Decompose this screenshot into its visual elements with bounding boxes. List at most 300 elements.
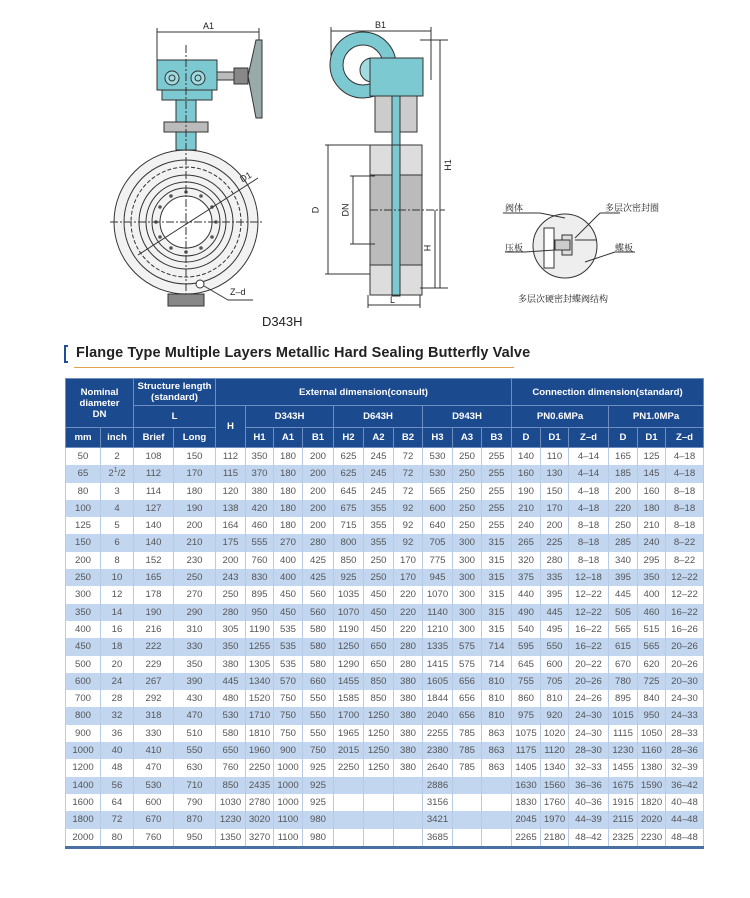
- table-cell: 145: [638, 465, 666, 482]
- table-cell: 125: [66, 517, 101, 534]
- table-cell: [453, 829, 482, 848]
- detail-label-disc: 蝶板: [615, 243, 634, 253]
- table-cell: 350: [174, 656, 216, 673]
- table-cell: 450: [364, 586, 394, 603]
- section-title: [64, 343, 704, 367]
- table-cell: 630: [174, 759, 216, 776]
- table-cell: 12–22: [666, 569, 704, 586]
- table-cell: 400: [66, 621, 101, 638]
- table-cell: 24–30: [666, 690, 704, 707]
- table-cell: 3156: [423, 794, 453, 811]
- table-cell: 600: [541, 656, 569, 673]
- table-cell: 292: [134, 690, 174, 707]
- table-cell: 2250: [246, 759, 274, 776]
- table-cell: 180: [174, 483, 216, 500]
- table-cell: 1605: [423, 673, 453, 690]
- table-cell: 400: [638, 586, 666, 603]
- table-cell: 705: [541, 673, 569, 690]
- table-cell: 72: [394, 465, 423, 482]
- col-header: Z–d: [569, 428, 609, 448]
- col-header: D1: [541, 428, 569, 448]
- table-cell: 1760: [541, 794, 569, 811]
- table-cell: 750: [274, 690, 303, 707]
- table-cell: 8–18: [569, 552, 609, 569]
- table-cell: 280: [394, 656, 423, 673]
- table-cell: 656: [453, 673, 482, 690]
- table-row: [66, 742, 704, 759]
- table-cell: 350: [638, 569, 666, 586]
- table-cell: 1630: [512, 777, 541, 794]
- table-cell: [453, 811, 482, 828]
- table-cell: 12–22: [569, 604, 609, 621]
- table-cell: 430: [174, 690, 216, 707]
- table-cell: 2: [101, 448, 134, 466]
- table-cell: 460: [246, 517, 274, 534]
- table-cell: 1000: [274, 759, 303, 776]
- table-cell: 1030: [216, 794, 246, 811]
- dim-label-dn: DN: [340, 203, 351, 217]
- table-cell: 2380: [423, 742, 453, 759]
- table-cell: 410: [134, 742, 174, 759]
- table-cell: 48–42: [569, 829, 609, 848]
- table-cell: 1250: [364, 725, 394, 742]
- table-cell: 56: [101, 777, 134, 794]
- col-header: B3: [482, 428, 512, 448]
- table-cell: 16–22: [666, 604, 704, 621]
- table-cell: 2255: [423, 725, 453, 742]
- table-cell: 900: [274, 742, 303, 759]
- table-cell: 16–22: [569, 621, 609, 638]
- table-cell: 460: [638, 604, 666, 621]
- table-cell: 280: [394, 638, 423, 655]
- table-cell: 760: [246, 552, 274, 569]
- table-cell: 750: [274, 707, 303, 724]
- table-cell: 280: [541, 552, 569, 569]
- table-cell: 5: [101, 517, 134, 534]
- table-cell: 830: [246, 569, 274, 586]
- table-cell: 505: [609, 604, 638, 621]
- table-cell: 12: [101, 586, 134, 603]
- table-cell: 200: [303, 465, 334, 482]
- table-cell: 150: [66, 534, 101, 551]
- table-cell: 220: [609, 500, 638, 517]
- table-row: [66, 604, 704, 621]
- table-cell: 780: [609, 673, 638, 690]
- table-cell: [394, 777, 423, 794]
- table-cell: 450: [66, 638, 101, 655]
- col-header: D1: [638, 428, 666, 448]
- table-cell: 300: [453, 552, 482, 569]
- table-cell: 600: [134, 794, 174, 811]
- table-cell: 650: [364, 638, 394, 655]
- table-cell: 115: [216, 465, 246, 482]
- table-cell: 380: [394, 690, 423, 707]
- table-cell: 1070: [334, 604, 364, 621]
- table-cell: 925: [334, 569, 364, 586]
- table-cell: 280: [303, 534, 334, 551]
- table-row: [66, 829, 704, 848]
- table-row: [66, 534, 704, 551]
- table-cell: 390: [174, 673, 216, 690]
- col-header: H3: [423, 428, 453, 448]
- table-cell: 2780: [246, 794, 274, 811]
- table-cell: 24–30: [569, 707, 609, 724]
- table-cell: 490: [512, 604, 541, 621]
- table-cell: 660: [303, 673, 334, 690]
- table-cell: 925: [303, 794, 334, 811]
- header-structure-l1: Structure length: [137, 381, 212, 392]
- table-cell: 40–36: [569, 794, 609, 811]
- header-structure-l2: (standard): [151, 392, 198, 403]
- table-cell: 375: [512, 569, 541, 586]
- col-header: Long: [174, 428, 216, 448]
- table-cell: 625: [334, 448, 364, 466]
- detail-label-pressure-plate: 压板: [505, 243, 524, 253]
- table-cell: 72: [101, 811, 134, 828]
- table-cell: 1175: [512, 742, 541, 759]
- table-cell: 4–18: [666, 448, 704, 466]
- table-cell: 6: [101, 534, 134, 551]
- table-cell: 535: [274, 656, 303, 673]
- table-cell: 250: [174, 569, 216, 586]
- table-row: [66, 448, 704, 466]
- table-cell: 975: [512, 707, 541, 724]
- table-cell: 445: [609, 586, 638, 603]
- table-cell: 470: [134, 759, 174, 776]
- table-cell: 36–42: [666, 777, 704, 794]
- table-cell: 715: [334, 517, 364, 534]
- table-cell: 175: [216, 534, 246, 551]
- table-cell: 160: [638, 483, 666, 500]
- table-cell: 152: [134, 552, 174, 569]
- table-cell: 785: [453, 759, 482, 776]
- table-cell: 1250: [334, 638, 364, 655]
- table-cell: 8–22: [666, 534, 704, 551]
- table-cell: 1830: [512, 794, 541, 811]
- table-cell: 170: [394, 569, 423, 586]
- table-cell: 550: [303, 690, 334, 707]
- table-cell: 20–26: [666, 656, 704, 673]
- table-cell: 650: [364, 656, 394, 673]
- table-cell: 1230: [216, 811, 246, 828]
- table-cell: 2325: [609, 829, 638, 848]
- table-cell: 1035: [334, 586, 364, 603]
- table-cell: 575: [453, 638, 482, 655]
- table-cell: 92: [394, 534, 423, 551]
- table-cell: 160: [512, 465, 541, 482]
- table-cell: 270: [274, 534, 303, 551]
- table-cell: 790: [174, 794, 216, 811]
- table-cell: 1305: [246, 656, 274, 673]
- table-cell: 850: [364, 673, 394, 690]
- table-cell: 8–18: [569, 517, 609, 534]
- spec-table: [65, 378, 704, 849]
- table-cell: 127: [134, 500, 174, 517]
- table-cell: 20–26: [569, 673, 609, 690]
- table-cell: 108: [134, 448, 174, 466]
- table-cell: 2265: [512, 829, 541, 848]
- table-cell: 4–18: [569, 483, 609, 500]
- table-cell: 863: [482, 725, 512, 742]
- table-cell: 330: [134, 725, 174, 742]
- table-cell: 380: [394, 725, 423, 742]
- table-cell: 565: [609, 621, 638, 638]
- table-row: [66, 483, 704, 500]
- table-cell: 315: [482, 569, 512, 586]
- table-cell: 925: [303, 777, 334, 794]
- table-row: [66, 465, 704, 482]
- table-cell: 1800: [66, 811, 101, 828]
- table-cell: 675: [334, 500, 364, 517]
- table-cell: 8–18: [569, 534, 609, 551]
- table-cell: 535: [274, 638, 303, 655]
- table-cell: 20–26: [666, 638, 704, 655]
- table-cell: 710: [174, 777, 216, 794]
- table-cell: 1015: [609, 707, 638, 724]
- table-cell: 1590: [638, 777, 666, 794]
- table-cell: 120: [216, 483, 246, 500]
- table-cell: 4–14: [569, 448, 609, 466]
- table-cell: 640: [423, 517, 453, 534]
- table-cell: 65: [66, 465, 101, 482]
- table-cell: 950: [246, 604, 274, 621]
- table-cell: 28–33: [666, 725, 704, 742]
- table-cell: 320: [512, 552, 541, 569]
- col-header: mm: [66, 428, 101, 448]
- table-cell: 1140: [423, 604, 453, 621]
- table-cell: 180: [274, 448, 303, 466]
- table-cell: 925: [303, 759, 334, 776]
- table-cell: 40: [101, 742, 134, 759]
- table-cell: 550: [303, 725, 334, 742]
- table-cell: [394, 829, 423, 848]
- table-cell: 36–36: [569, 777, 609, 794]
- table-cell: 165: [609, 448, 638, 466]
- table-cell: 64: [101, 794, 134, 811]
- section-title-text: Flange Type Multiple Layers Metallic Hard Sealing Butterfly Valve: [76, 345, 531, 361]
- table-cell: 1250: [364, 707, 394, 724]
- table-cell: 1250: [364, 742, 394, 759]
- table-cell: 550: [303, 707, 334, 724]
- table-row: [66, 500, 704, 517]
- table-cell: 245: [364, 483, 394, 500]
- table-cell: 220: [394, 586, 423, 603]
- table-cell: 24–26: [569, 690, 609, 707]
- header-pn10: PN1.0MPa: [609, 406, 704, 428]
- table-cell: 315: [482, 586, 512, 603]
- table-cell: 225: [541, 534, 569, 551]
- table-cell: 656: [453, 690, 482, 707]
- table-cell: 395: [541, 586, 569, 603]
- table-cell: 220: [394, 621, 423, 638]
- table-cell: 870: [174, 811, 216, 828]
- table-cell: 40–48: [666, 794, 704, 811]
- table-cell: 1520: [246, 690, 274, 707]
- table-cell: 4–18: [569, 500, 609, 517]
- table-cell: 810: [482, 690, 512, 707]
- table-cell: 255: [482, 483, 512, 500]
- table-cell: [394, 794, 423, 811]
- table-cell: 80: [101, 829, 134, 848]
- table-cell: [364, 794, 394, 811]
- table-cell: 1820: [638, 794, 666, 811]
- header-structure-l: L: [134, 406, 216, 428]
- table-cell: 810: [482, 673, 512, 690]
- table-cell: 515: [638, 621, 666, 638]
- table-cell: 480: [216, 690, 246, 707]
- table-cell: 255: [482, 448, 512, 466]
- table-cell: 250: [453, 448, 482, 466]
- table-row: [66, 621, 704, 638]
- figure-caption-d343h: D343H: [262, 314, 303, 329]
- table-cell: 1405: [512, 759, 541, 776]
- table-cell: 2115: [609, 811, 638, 828]
- table-cell: 250: [453, 500, 482, 517]
- table-cell: 290: [174, 604, 216, 621]
- table-cell: 1290: [334, 656, 364, 673]
- side-view-drawing: [325, 27, 448, 308]
- table-cell: 450: [274, 604, 303, 621]
- table-cell: 28–30: [569, 742, 609, 759]
- header-structure-length: [134, 379, 216, 406]
- table-cell: 1415: [423, 656, 453, 673]
- table-cell: 3421: [423, 811, 453, 828]
- table-cell: 625: [334, 465, 364, 482]
- table-cell: 714: [482, 638, 512, 655]
- table-cell: 200: [303, 448, 334, 466]
- table-cell: 705: [423, 534, 453, 551]
- table-cell: 530: [423, 465, 453, 482]
- table-cell: 2640: [423, 759, 453, 776]
- table-row: [66, 569, 704, 586]
- table-cell: 315: [482, 604, 512, 621]
- dim-label-b1: B1: [375, 20, 387, 30]
- table-cell: 220: [394, 604, 423, 621]
- table-cell: 92: [394, 517, 423, 534]
- table-cell: 1115: [609, 725, 638, 742]
- table-cell: 8–22: [666, 552, 704, 569]
- table-cell: 24–30: [569, 725, 609, 742]
- table-cell: 100: [66, 500, 101, 517]
- table-cell: 1200: [66, 759, 101, 776]
- table-cell: 12–22: [569, 586, 609, 603]
- table-cell: 920: [541, 707, 569, 724]
- col-header: H1: [246, 428, 274, 448]
- table-cell: 800: [334, 534, 364, 551]
- dim-label-l: L: [390, 295, 396, 305]
- table-cell: 450: [364, 604, 394, 621]
- table-cell: 350: [246, 448, 274, 466]
- table-cell: 2886: [423, 777, 453, 794]
- table-cell: 560: [303, 586, 334, 603]
- table-cell: 350: [66, 604, 101, 621]
- table-cell: 380: [216, 656, 246, 673]
- table-cell: 1700: [334, 707, 364, 724]
- table-cell: 1000: [274, 777, 303, 794]
- table-cell: 2250: [334, 759, 364, 776]
- table-cell: 190: [134, 604, 174, 621]
- table-cell: 164: [216, 517, 246, 534]
- table-cell: 1380: [638, 759, 666, 776]
- table-cell: 645: [512, 656, 541, 673]
- table-cell: [394, 811, 423, 828]
- table-cell: 863: [482, 759, 512, 776]
- table-cell: 1350: [216, 829, 246, 848]
- table-cell: 20–22: [569, 656, 609, 673]
- table-cell: 200: [66, 552, 101, 569]
- header-connection-dimension: Connection dimension(standard): [512, 379, 704, 406]
- table-cell: 190: [512, 483, 541, 500]
- table-cell: 900: [66, 725, 101, 742]
- table-cell: 8–18: [666, 517, 704, 534]
- table-cell: 8–18: [666, 500, 704, 517]
- table-cell: 1250: [364, 759, 394, 776]
- table-cell: 810: [541, 690, 569, 707]
- col-header: A2: [364, 428, 394, 448]
- table-cell: 425: [303, 569, 334, 586]
- table-cell: 295: [638, 552, 666, 569]
- table-cell: 400: [274, 552, 303, 569]
- table-cell: 1230: [609, 742, 638, 759]
- table-cell: 24–33: [666, 707, 704, 724]
- table-cell: 255: [482, 465, 512, 482]
- table-cell: 650: [216, 742, 246, 759]
- header-nominal-l1: Nominal: [80, 386, 119, 398]
- table-cell: [364, 811, 394, 828]
- detail-label-valve-body: 阀体: [505, 203, 524, 213]
- table-cell: 44–39: [569, 811, 609, 828]
- table-cell: 800: [66, 707, 101, 724]
- table-cell: 2020: [638, 811, 666, 828]
- table-cell: 1844: [423, 690, 453, 707]
- table-cell: 495: [541, 621, 569, 638]
- table-cell: [334, 777, 364, 794]
- table-cell: [453, 794, 482, 811]
- table-cell: 600: [66, 673, 101, 690]
- table-cell: 380: [246, 483, 274, 500]
- title-bracket-decoration: [64, 345, 68, 363]
- valve-drawings: [0, 0, 750, 340]
- table-cell: 3685: [423, 829, 453, 848]
- dim-label-h: H: [422, 244, 433, 252]
- table-cell: 250: [364, 552, 394, 569]
- table-cell: 1675: [609, 777, 638, 794]
- table-cell: 1190: [246, 621, 274, 638]
- table-cell: 140: [512, 448, 541, 466]
- table-cell: 112: [216, 448, 246, 466]
- table-cell: 255: [482, 500, 512, 517]
- table-cell: 72: [394, 483, 423, 500]
- table-cell: 1600: [66, 794, 101, 811]
- table-cell: 229: [134, 656, 174, 673]
- table-cell: 395: [609, 569, 638, 586]
- table-cell: 1965: [334, 725, 364, 742]
- table-cell: 180: [274, 465, 303, 482]
- table-cell: 250: [66, 569, 101, 586]
- table-cell: 28–36: [666, 742, 704, 759]
- table-cell: 1100: [274, 811, 303, 828]
- table-cell: 580: [303, 638, 334, 655]
- table-cell: 750: [303, 742, 334, 759]
- table-row: [66, 759, 704, 776]
- table-cell: 250: [453, 465, 482, 482]
- table-cell: 670: [134, 811, 174, 828]
- table-cell: 200: [303, 517, 334, 534]
- table-cell: 1190: [334, 621, 364, 638]
- table-cell: [364, 829, 394, 848]
- table-row: [66, 811, 704, 828]
- table-cell: 750: [274, 725, 303, 742]
